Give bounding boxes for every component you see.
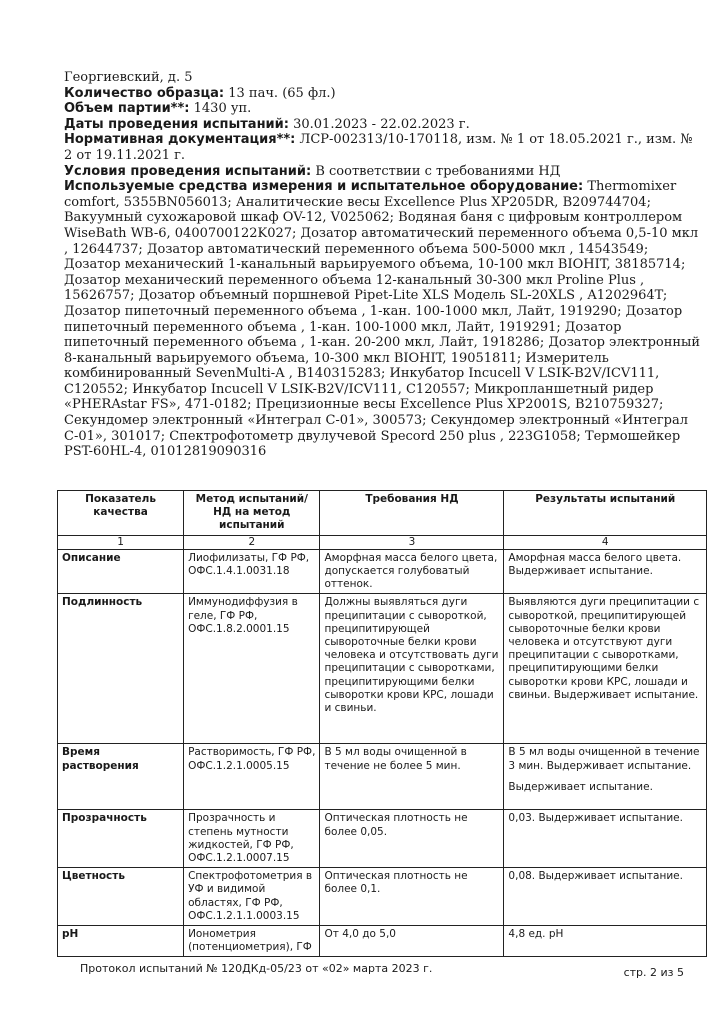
row-method: Спектрофотометрия в УФ и видимой областях, ГФ РФ, ОФС.1.2.1.1.0003.15: [184, 868, 320, 926]
row-indicator: Описание: [58, 549, 184, 594]
page-number: стр. 2 из 5: [623, 966, 684, 979]
row-indicator: Цветность: [58, 868, 184, 926]
row-result: 0,03. Выдерживает испытание.: [504, 810, 707, 868]
row-requirement: От 4,0 до 5,0: [320, 926, 504, 957]
row-result-text: В 5 мл воды очищенной в течение 3 мин. Выдерживает испытание.: [508, 746, 700, 772]
row-requirement: Должны выявляться дуги преципитации с сывороткой, преципитирующей сывороточные белки крови человека и отсутствовать дуги преципитации с сыворотками, преципитирующими белки сыворотки крови КРС, лошади и свиньи.: [320, 594, 504, 744]
test-dates-label: Даты проведения испытаний:: [64, 116, 289, 132]
row-method: Ионометрия (потенциометрия), ГФ: [184, 926, 320, 957]
row-result-extra: Выдерживает испытание.: [508, 780, 653, 793]
table-row: [58, 549, 707, 594]
column-number: 2: [184, 535, 320, 549]
row-result: 4,8 ед. pH: [504, 926, 707, 957]
row-indicator: Подлинность: [58, 594, 184, 744]
row-indicator: Прозрачность: [58, 810, 184, 868]
test-conditions: [64, 164, 704, 180]
address: Георгиевский, д. 5: [64, 70, 193, 85]
sample-quantity-label: Количество образца:: [64, 85, 225, 101]
batch-volume-value: 1430 уп.: [193, 101, 252, 117]
sample-quantity: [64, 86, 704, 102]
table-row: [58, 744, 707, 810]
row-requirement: Оптическая плотность не более 0,05.: [320, 810, 504, 868]
batch-volume: [64, 101, 704, 117]
header-method: Метод испытаний/НД на метод испытаний: [184, 491, 320, 536]
equipment-value: Thermomixer comfort, 5355BN056013; Аналитические весы Excellence Plus XP205DR, B209744704; Вакуумный сухожаровой шкаф OV-12, V025062; Водяная баня с цифровым контроллером WiseBath WB-6, 0400700122K027; Дозатор автоматический переменного объема 0,5-10 мкл , 12644737; Дозатор автоматический переменного объема 500-5000 мкл , 14543549; Дозатор механический 1-канальный варьируемого объема, 10-100 мкл BIOHIT, 38185714; Дозатор механический переменного объема 12-канальный 30-300 мкл Proline Plus , 15626757; Дозатор объемный поршневой Pipet-Lite XLS Модель SL-20XLS , A1202964T; Дозатор пипеточный переменного объема , 1-кан. 100-1000 мкл, Лайт, 1919290; Дозатор пипеточный переменного объема , 1-кан. 100-1000 мкл, Лайт, 1919291; Дозатор пипеточный переменного объема , 1-кан. 20-200 мкл, Лайт, 1918286; Дозатор электронный 8-канальный варьируемого объема, 10-300 мкл BIOHIT, 19051811; Измеритель комбинированный SevenMulti-A , B140315283; Инкубатор Incucell V LSIK-B2V/ICV111, C120552; Инкубатор Incucell V LSIK-B2V/ICV111, C120557; Микропланшетный ридер «PHERAstar FS», 471-0182; Прецизионные весы Excellence Plus XP2001S, B210759327; Секундомер электронный «Интеграл С-01», 300573; Секундомер электронный «Интеграл С-01», 301017; Спектрофотометр двулучевой Specord 250 plus , 223G1058; Термошейкер PST-60HL-4, 01012819090316: [64, 179, 701, 460]
row-indicator: pH: [58, 926, 184, 957]
row-result: 0,08. Выдерживает испытание.: [504, 868, 707, 926]
test-dates: [64, 117, 704, 133]
table-number-row: [58, 535, 707, 549]
normative-docs-value: ЛСР-002313/10-170118, изм. № 1 от 18.05.2021 г., изм. № 2 от 19.11.2021 г.: [64, 132, 693, 163]
test-conditions-value: В соответствии с требованиями НД: [315, 163, 561, 179]
results-table: [57, 490, 707, 957]
header-quality: Показатель качества: [58, 491, 184, 536]
protocol-header: [64, 70, 704, 460]
row-result: Аморфная масса белого цвета. Выдерживает испытание.: [504, 549, 707, 594]
row-method: Лиофилизаты, ГФ РФ, ОФС.1.4.1.0031.18: [184, 549, 320, 594]
protocol-footer: Протокол испытаний № 120ДКд-05/23 от «02» марта 2023 г.: [80, 962, 433, 975]
table-row: [58, 810, 707, 868]
batch-volume-label: Объем партии**:: [64, 101, 190, 117]
row-method: Растворимость, ГФ РФ, ОФС.1.2.1.0005.15: [184, 744, 320, 810]
column-number: 4: [504, 535, 707, 549]
column-number: 3: [320, 535, 504, 549]
column-number: 1: [58, 535, 184, 549]
table-row: [58, 594, 707, 744]
row-method: Прозрачность и степень мутности жидкостей, ГФ РФ, ОФС.1.2.1.0007.15: [184, 810, 320, 868]
row-requirement: В 5 мл воды очищенной в течение не более 5 мин.: [320, 744, 504, 810]
row-requirement: Аморфная масса белого цвета, допускается голубоватый оттенок.: [320, 549, 504, 594]
table-row: [58, 868, 707, 926]
test-dates-value: 30.01.2023 - 22.02.2023 г.: [293, 116, 470, 132]
equipment-label: Используемые средства измерения и испытательное оборудование:: [64, 179, 584, 195]
row-result: Выявляются дуги преципитации с сывороткой, преципитирующей сывороточные белки крови человека и отсутствуют дуги преципитации с сыворотками, преципитирующими белки сыворотки крови КРС, лошади и свиньи. Выдерживает испытание.: [504, 594, 707, 744]
test-conditions-label: Условия проведения испытаний:: [64, 163, 312, 179]
header-results: Результаты испытаний: [504, 491, 707, 536]
sample-quantity-value: 13 пач. (65 фл.): [228, 85, 336, 101]
table-header-row: [58, 491, 707, 536]
normative-docs: [64, 132, 704, 163]
row-method: Иммунодиффузия в геле, ГФ РФ, ОФС.1.8.2.0001.15: [184, 594, 320, 744]
table-row: [58, 926, 707, 957]
row-requirement: Оптическая плотность не более 0,1.: [320, 868, 504, 926]
row-result: [504, 744, 707, 810]
normative-docs-label: Нормативная документация**:: [64, 132, 296, 148]
header-requirements: Требования НД: [320, 491, 504, 536]
row-indicator: Время растворения: [58, 744, 184, 810]
equipment-list: [64, 179, 704, 460]
